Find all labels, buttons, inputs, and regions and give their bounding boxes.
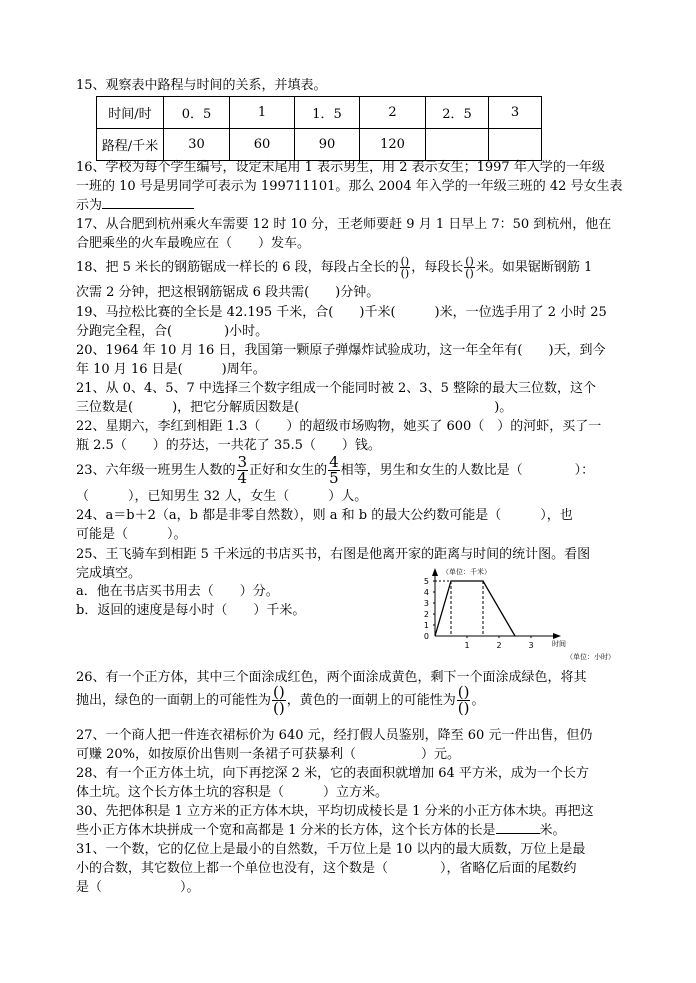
fraction-blank[interactable] [400,256,411,279]
q15-text: 15、观察表中路程与时间的关系，并填表。 [76,78,327,93]
q31-line1: 31、一个数，它的亿位上是最小的自然数，千万位上是 10 以内的最大质数，万位上是最 [76,842,586,857]
fraction-denominator: () [273,699,285,717]
q20-line2: 年 10 月 16 日是( )周年。 [76,362,266,377]
q25-item-b: b．返回的速度是每小时（ ）千米。 [76,603,306,618]
y-tick-label: 0 [423,632,429,641]
y-tick-label: 1 [423,621,429,630]
q26-line2 [76,684,484,718]
answer-blank[interactable] [496,821,540,834]
y-tick-label: 3 [423,599,429,608]
q24-line2: 可能是（ ）。 [76,527,187,542]
q18-text-b: ，每段长 [411,260,464,275]
q23-line2: （ ），已知男生 32 人，女生（ ）人。 [76,489,368,504]
q30-line1: 30、先把体积是 1 立方米的正方体木块，平均切成棱长是 1 分米的小正方体木块。再把这 [76,804,594,819]
q23-text-c: 相等，男生和女生的人数比是（ ）： [340,463,595,478]
table-cell: 60 [230,129,295,161]
q26-text-a: 抛出，绿色的一面朝上的可能性为 [76,693,272,708]
table-cell: 2 [360,97,426,129]
table-row [97,129,542,161]
fraction-numerator: () [400,255,410,268]
q22-line2: 瓶 2.5（ ）的芬达，一共花了 35.5（ ）钱。 [76,438,381,453]
table-row [97,97,542,129]
fraction-denominator: () [465,267,474,280]
q27-line1: 27、一个商人把一件连衣裙标价为 640 元，经打假人员鉴别，降至 60 元一件出售，但仍 [76,728,593,743]
distance-time-chart [410,562,640,666]
q27-line2: 可赚 20%，如按原价出售则一条裙子可获暴利（ ）元。 [76,747,461,762]
q26-text-b: ，黄色的一面朝上的可能性为 [286,693,456,708]
table-cell: 2．5 [426,97,489,129]
q18-text-a: 18、把 5 米长的钢筋锯成一样长的 6 段，每段占全长的 [76,260,399,275]
table-cell: 1 [230,97,295,129]
y-tick-label: 2 [423,610,429,619]
table-cell: 1．5 [295,97,360,129]
q16-line3 [76,196,194,215]
q31-line3: 是（ ）。 [76,880,200,895]
q23-text-a: 23、六年级一班男生人数的 [76,463,236,478]
chart-marks [424,577,534,650]
q19-line2: 分跑完全程，合( )小时。 [76,324,269,339]
q21-line1: 21、从 0、4、5、7 中选择三个数字组成一个能同时被 2、3、5 整除的最大三位数，这个 [76,381,596,396]
x-axis-label: 时间 [552,640,566,648]
q24-line1: 24、a＝b＋2（a，b 都是非零自然数），则 a 和 b 的最大公约数可能是（ ），也 [76,508,573,523]
fraction-4-5 [328,455,340,486]
answer-cell[interactable] [489,129,542,161]
table-cell: 90 [295,129,360,161]
fraction-blank[interactable] [464,256,475,279]
q16-line1: 16、学校为每个学生编号，设定末尾用 1 表示男生，用 2 表示女生；1997 年入学的一年级 [76,160,605,175]
q30-line2-text: 些小正方体木块拼成一个宽和高都是 1 分米的长方体，这个长方体的长是 [76,823,496,838]
q28-line1: 28、有一个正方体土坑，向下再挖深 2 米，它的表面积就增加 64 平方米，成为一个长方 [76,766,589,781]
q30-line2-unit: 米。 [539,823,566,838]
q16-line3-text: 示为 [76,198,103,213]
q30-line2 [76,821,566,840]
y-axis-arrow [432,568,438,576]
q26-text-c: 。 [471,693,485,708]
answer-cell[interactable] [426,129,489,161]
fraction-denominator: () [457,699,470,717]
q18-line1 [76,256,592,280]
q19-line1: 19、马拉松比赛的全长是 42.195 千米，合( )千米( )米，一位选手用了 2 小时 25 [76,305,607,320]
fraction-blank[interactable] [457,685,471,716]
x-tick-label: 1 [464,641,470,650]
table-cell: 120 [360,129,426,161]
fraction-denominator: () [400,267,410,280]
x-tick-label: 3 [528,641,534,650]
fraction-numerator: 4 [329,453,339,471]
q31-line2: 小的合数，其它数位上都一个单位也没有，这个数是（ ），省略亿后面的尾数约 [76,861,577,876]
x-tick-label: 2 [496,641,502,650]
fraction-numerator: () [273,683,285,701]
q21-line2: 三位数是( )，把它分解质因数是( )。 [76,400,513,415]
answer-blank[interactable] [102,196,194,209]
y-axis-label: （单位：千米） [442,568,491,576]
q26-line1: 26、有一个正方体，其中三个面涂成红色，两个面涂成黄色，剩下一个面涂成绿色，将其 [76,670,587,685]
x-axis-unit: （单位：小时） [566,653,615,661]
q17-line1: 17、从合肥到杭州乘火车需要 12 时 10 分，王老师要赶 9 月 1 日早上 7：50 到杭州，他在 [76,217,612,232]
q20-line1: 20、1964 年 10 月 16 日，我国第一颗原子弹爆炸试验成功，这一年全年有( )天，到今 [76,343,606,358]
fraction-numerator: () [465,255,474,268]
fraction-blank[interactable] [272,685,286,716]
y-tick-label: 5 [423,577,429,586]
table-cell: 0．5 [164,97,230,129]
y-tick-label: 4 [423,588,429,597]
fraction-denominator: 4 [237,469,248,487]
distance-series-line [435,581,515,636]
x-axis-arrow [553,633,561,639]
q18-line2: 次需 2 分钟，把这根钢筋锯成 6 段共需( )分钟。 [76,285,380,300]
q18-text-c: 米。如果锯断钢筋 1 [475,260,593,275]
fraction-3-4 [237,455,249,486]
table-cell: 30 [164,129,230,161]
q25-line1: 25、王飞骑车到相距 5 千米远的书店买书，右图是他离开家的距离与时间的统计图。看图 [76,547,591,562]
table-cell: 时间/时 [97,97,164,129]
fraction-numerator: () [457,683,470,701]
q25-item-a: a．他在书店买书用去（ ）分。 [76,584,279,599]
q25-line2: 完成填空。 [76,566,142,581]
fraction-denominator: 5 [329,469,339,487]
q16-line2: 一班的 10 号是男同学可表示为 199711101。那么 2004 年入学的一年级三班的 42 号女生表 [76,179,623,194]
q23-text-b: 正好和女生的 [249,463,328,478]
fraction-numerator: 3 [237,453,248,471]
table-cell: 3 [489,97,542,129]
q23-line1 [76,455,594,486]
q15-table [96,96,542,161]
q28-line2: 体土坑。这个长方体土坑的容积是（ ）立方米。 [76,785,389,800]
table-cell: 路程/千米 [97,129,164,161]
q17-line2: 合肥乘坐的火车最晚应在（ ）发车。 [76,236,311,251]
q22-line1: 22、星期六，李红到相距 1.3（ ）的超级市场购物，她买了 600（ ）的河虾，买了一 [76,419,602,434]
